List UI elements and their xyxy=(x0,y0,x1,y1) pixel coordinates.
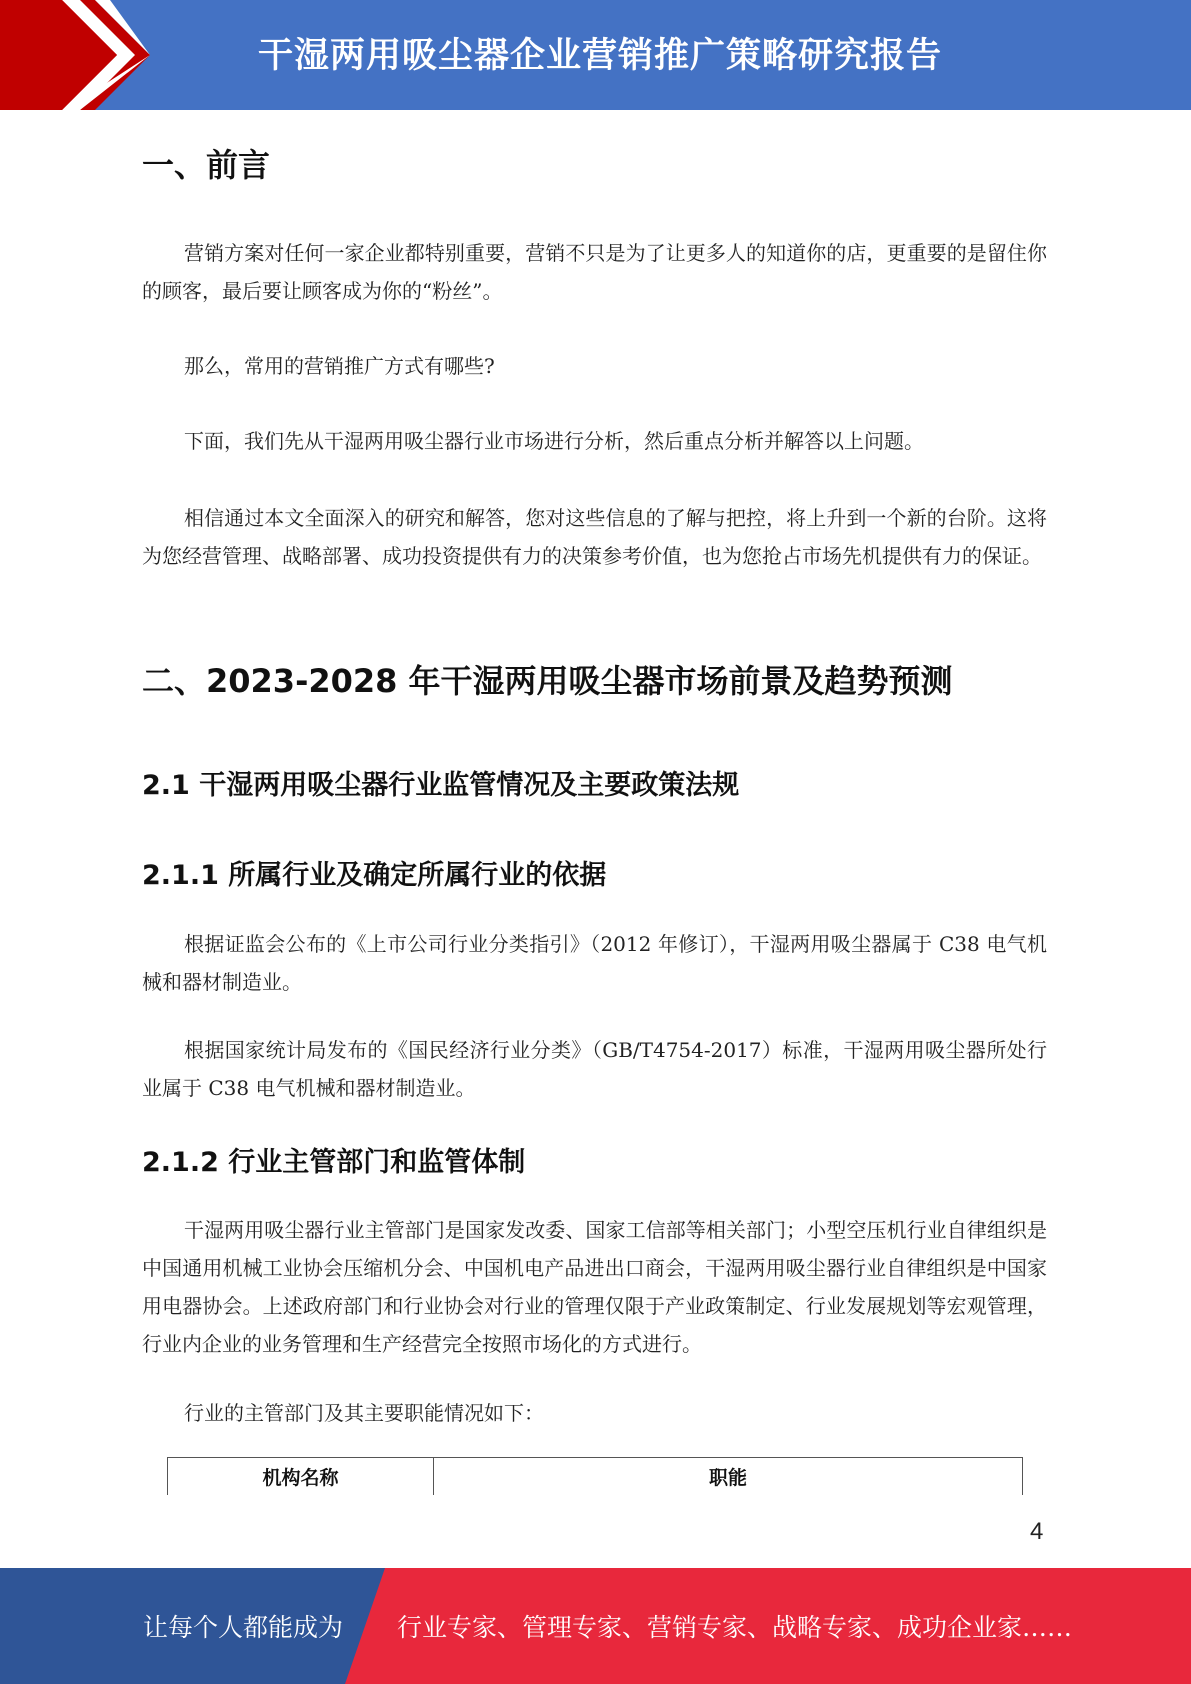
section-2-1-1-paragraph-1: 根据证监会公布的《上市公司行业分类指引》（2012 年修订），干湿两用吸尘器属于 C38 电气机械和器材制造业。 xyxy=(142,932,1047,994)
section-2-1-heading: 2.1 干湿两用吸尘器行业监管情况及主要政策法规 xyxy=(142,770,740,801)
section-1-paragraph-2: 那么，常用的营销推广方式有哪些? xyxy=(184,354,495,378)
section-2-1-2-paragraph-1: 干湿两用吸尘器行业主管部门是国家发改委、国家工信部等相关部门；小型空压机行业自律组织是中国通用机械工业协会压缩机分会、中国机电产品进出口商会，干湿两用吸尘器行业自律组织是中国家用电器协会。上述政府部门和行业协会对行业的管理仅限于产业政策制定、行业发展规划等宏观管理，行业内企业的业务管理和生产经营完全按照市场化的方式进行。 xyxy=(142,1218,1047,1356)
section-2-1-1-heading: 2.1.1 所属行业及确定所属行业的依据 xyxy=(142,860,607,891)
section-2-heading: 二、2023-2028 年干湿两用吸尘器市场前景及趋势预测 xyxy=(142,662,953,700)
section-2-1-2-heading: 2.1.2 行业主管部门和监管体制 xyxy=(142,1147,526,1178)
table-header-org-name: 机构名称 xyxy=(168,1458,434,1495)
page-footer xyxy=(0,1568,1191,1684)
section-1-paragraph-1: 营销方案对任何一家企业都特别重要，营销不只是为了让更多人的知道你的店，更重要的是留住你的顾客，最后要让顾客成为你的“粉丝”。 xyxy=(142,241,1047,303)
section-1-heading: 一、前言 xyxy=(142,146,271,184)
table-header-function: 职能 xyxy=(708,1467,747,1489)
section-1-paragraph-4: 相信通过本文全面深入的研究和解答，您对这些信息的了解与把控，将上升到一个新的台阶。这将为您经营管理、战略部署、成功投资提供有力的决策参考价值，也为您抢占市场先机提供有力的保证。 xyxy=(142,506,1047,568)
departments-table xyxy=(167,1457,1023,1495)
section-1-paragraph-3: 下面，我们先从干湿两用吸尘器行业市场进行分析，然后重点分析并解答以上问题。 xyxy=(184,429,924,453)
footer-slogan-left: 让每个人都能成为 xyxy=(143,1613,344,1642)
page-header xyxy=(0,0,1191,110)
section-2-1-2-paragraph-2: 行业的主管部门及其主要职能情况如下： xyxy=(184,1401,544,1425)
footer-slogan-right: 行业专家、管理专家、营销专家、战略专家、成功企业家…… xyxy=(397,1613,1073,1642)
page-number: 4 xyxy=(1030,1518,1044,1545)
section-2-1-1-paragraph-2: 根据国家统计局发布的《国民经济行业分类》（GB/T4754-2017）标准，干湿两用吸尘器所处行业属于 C38 电气机械和器材制造业。 xyxy=(142,1038,1047,1100)
report-title: 干湿两用吸尘器企业营销推广策略研究报告 xyxy=(258,36,943,76)
